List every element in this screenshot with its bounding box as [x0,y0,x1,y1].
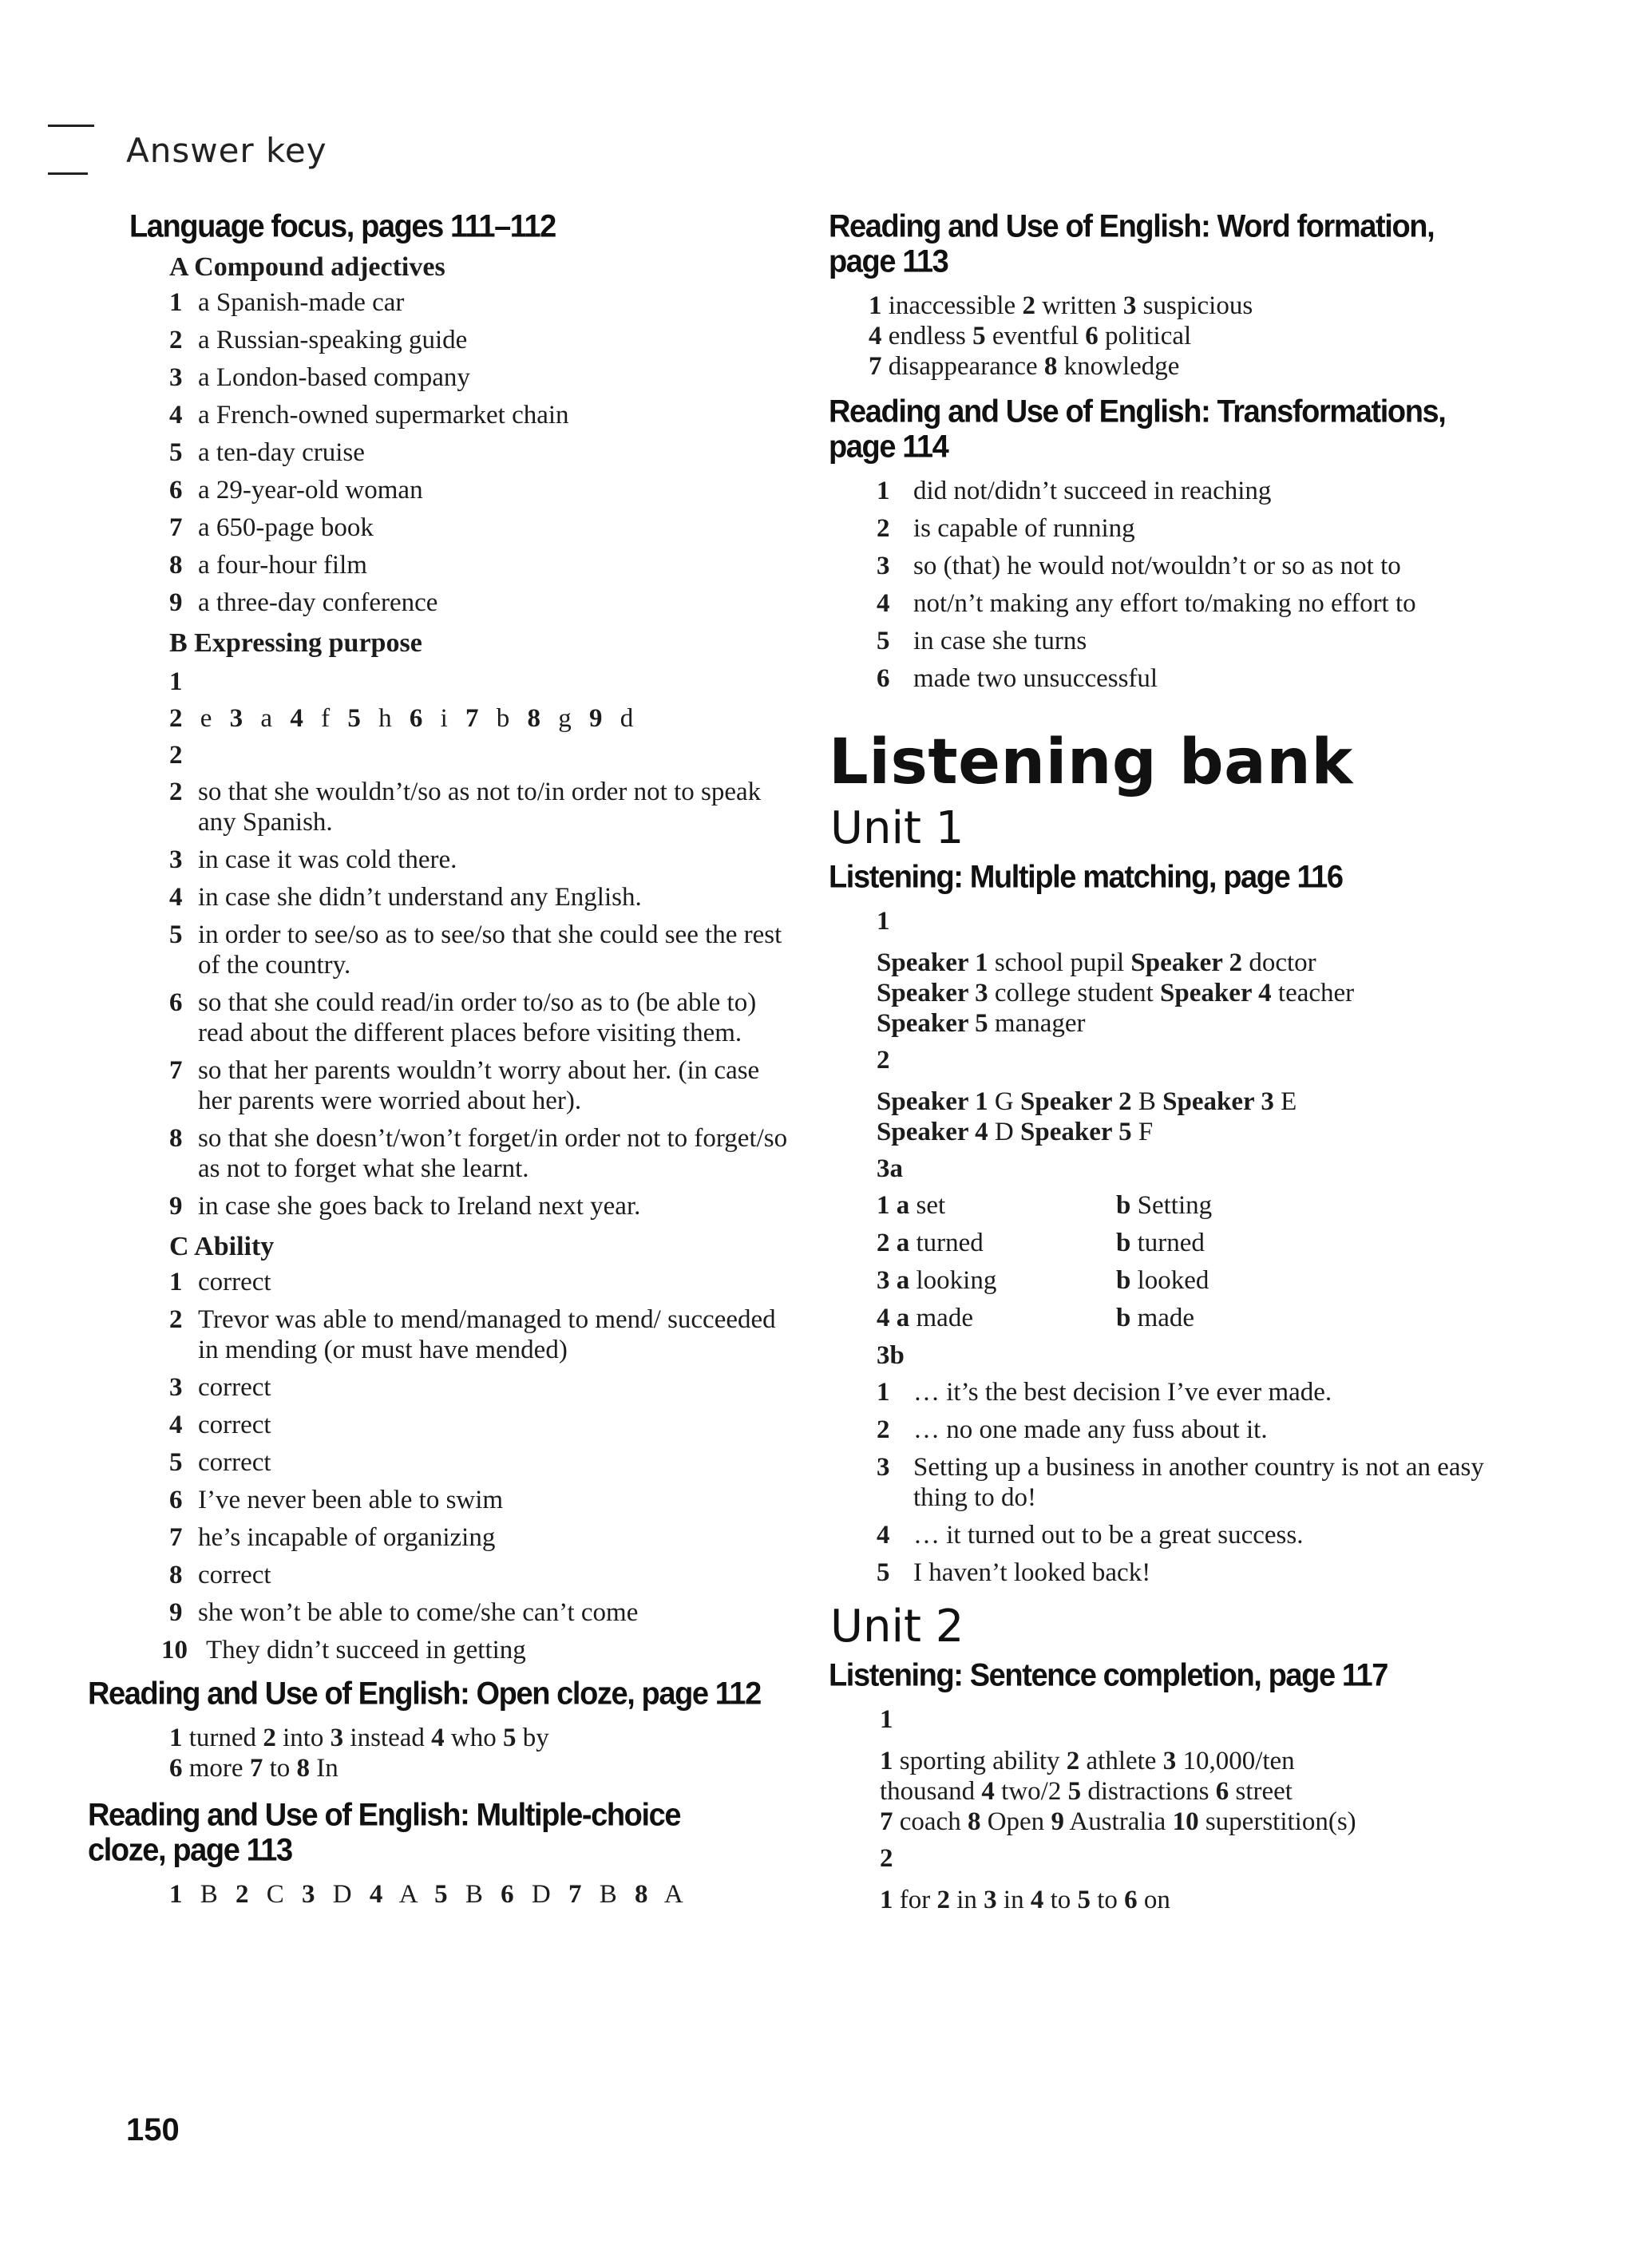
item-number: 1 [169,1268,183,1296]
u1-ex1-line-3: Speaker 5 manager [877,1009,1086,1038]
ability-list [129,1267,798,1665]
item-text: in case she turns [913,627,1087,655]
answer-item [169,1447,798,1478]
open-cloze-line-1: 1 turned 2 into 3 instead 4 who 5 by [169,1724,549,1752]
answer-item [169,1267,798,1297]
item-number: 5 [877,627,890,655]
answer-item [877,1452,1515,1513]
item-text: Setting up a business in another country is not an easy thing to do! [913,1453,1484,1512]
item-number: 8 [169,551,183,580]
u2-ex1-line-2: thousand 4 two/2 5 distractions 6 street [880,1777,1293,1806]
section-b-title: B Expressing purpose [169,628,422,658]
item-number: 3 [169,363,183,392]
item-number: 6 [877,664,890,693]
item-number: 6 [169,988,183,1017]
answer-item [169,1410,798,1440]
answer-item [169,1191,798,1221]
item-text: I’ve never been able to swim [198,1486,504,1514]
answer-item [877,1415,1515,1445]
item-text: They didn’t succeed in getting [206,1636,526,1664]
transformations-heading-line-2: page 114 [829,429,948,465]
item-number: 4 [169,883,183,912]
running-head: Answer key [126,131,327,170]
item-text: made two unsuccessful [913,664,1158,693]
item-text: I haven’t looked back! [913,1558,1151,1587]
item-text: in case she goes back to Ireland next year. [198,1192,641,1221]
u1-ex3b-list [829,1377,1515,1588]
u2-ex1-label: 1 [880,1705,893,1734]
answer-item [877,626,1515,656]
item-text: correct [198,1448,271,1477]
u1-ex2-line-2: Speaker 4 D Speaker 5 F [877,1118,1154,1146]
item-text: correct [198,1268,271,1296]
u1-ex2-label: 2 [877,1046,890,1075]
answer-item [169,588,798,618]
answer-item [877,1558,1515,1588]
item-text: … no one made any fuss about it. [913,1415,1268,1444]
ab-row-b: b looked [1116,1266,1209,1295]
u1-ex2-line-1: Speaker 1 G Speaker 2 B Speaker 3 E [877,1087,1297,1116]
left-column [88,208,798,1916]
item-number: 1 [877,1378,890,1407]
item-number: 1 [169,288,183,317]
u1-ex3a-label: 3a [877,1154,903,1183]
open-cloze-heading: Reading and Use of English: Open cloze, page 112 [88,1676,761,1712]
mc-cloze-heading-line-1: Reading and Use of English: Multiple-choice [88,1797,681,1834]
ab-row-b: b made [1116,1304,1195,1332]
item-text: a 650-page book [198,513,374,542]
unit-2-title: Unit 2 [830,1601,964,1653]
u1-ex1-line-2: Speaker 3 college student Speaker 4 teacher [877,979,1355,1007]
item-number: 4 [877,589,890,618]
ab-row-a: 1 a set [877,1191,946,1220]
item-text: a London-based company [198,363,470,392]
item-text: so that she doesn’t/won’t forget/in order not to forget/so as not to forget what she learnt. [198,1124,788,1183]
item-number: 9 [169,588,183,617]
ab-row-a: 2 a turned [877,1229,984,1257]
ab-row [877,1303,1515,1333]
ab-row-a: 3 a looking [877,1266,997,1295]
ab-row [877,1265,1515,1296]
answer-item [169,1560,798,1590]
item-text: so that her parents wouldn’t worry about her. (in case her parents were worried about her). [198,1056,760,1115]
answer-item [169,400,798,430]
unit-1-title: Unit 1 [830,802,964,854]
expressing-purpose-list [129,777,798,1221]
answer-item [169,1304,798,1365]
item-text: a French-owned supermarket chain [198,401,569,429]
answer-item [877,513,1515,544]
answer-item [169,1597,798,1628]
header-rule-bottom [48,172,88,175]
item-number: 2 [877,514,890,543]
item-text: a four-hour film [198,551,367,580]
answer-item [169,513,798,543]
right-column [829,209,1515,1922]
word-formation-heading-line-1: Reading and Use of English: Word formation, [829,208,1435,245]
open-cloze-line-2: 6 more 7 to 8 In [169,1754,338,1783]
answer-item [169,362,798,393]
section-a-title: A Compound adjectives [169,252,445,282]
answer-item [169,1485,798,1515]
item-text: he’s incapable of organizing [198,1523,496,1552]
item-number: 4 [877,1521,890,1550]
b-exercise-2-label: 2 [169,741,183,770]
item-text: correct [198,1411,271,1439]
page-number: 150 [126,2112,180,2147]
item-text: a ten-day cruise [198,438,365,467]
answer-item [169,988,798,1048]
item-text: correct [198,1373,271,1402]
answer-item [169,1522,798,1553]
b-exercise-1-label: 1 [169,667,183,696]
item-text: she won’t be able to come/she can’t come [198,1598,639,1627]
u2-ex1-line-3: 7 coach 8 Open 9 Australia 10 superstition(s) [880,1807,1356,1836]
word-formation-heading-line-2: page 113 [829,243,948,280]
answer-item [169,1123,798,1184]
item-number: 10 [161,1636,188,1664]
answer-item [877,588,1515,619]
ab-row-a: 4 a made [877,1304,973,1332]
answer-item [169,845,798,875]
item-number: 8 [169,1561,183,1589]
unit-2-heading: Listening: Sentence completion, page 117 [829,1657,1388,1694]
item-text: so (that) he would not/wouldn’t or so as not to [913,552,1401,580]
item-number: 7 [169,1056,183,1085]
compound-adjectives-list [129,287,798,618]
item-number: 1 [877,477,890,505]
answer-item [877,551,1515,581]
item-number: 7 [169,513,183,542]
item-text: a Russian-speaking guide [198,326,468,354]
answer-item [877,476,1515,506]
item-number: 3 [877,1453,890,1482]
item-number: 5 [169,920,183,949]
item-text: did not/didn’t succeed in reaching [913,477,1272,505]
item-text: so that she could read/in order to/so as to (be able to) read about the different places before visiting them. [198,988,757,1047]
answer-item [169,1372,798,1403]
answer-item [169,882,798,912]
mc-cloze-answers: 1 B 2 C 3 D 4 A 5 B 6 D 7 B 8 A [169,1880,686,1909]
transformations-heading-line-1: Reading and Use of English: Transformations, [829,394,1446,430]
answer-item [169,325,798,355]
answer-item [169,287,798,318]
item-text: … it’s the best decision I’ve ever made. [913,1378,1332,1407]
item-text: not/n’t making any effort to/making no effort to [913,589,1416,618]
item-text: a Spanish-made car [198,288,405,317]
answer-item [877,1377,1515,1407]
item-number: 6 [169,476,183,505]
item-number: 5 [169,438,183,467]
item-text: … it turned out to be a great success. [913,1521,1304,1550]
item-number: 2 [169,778,183,806]
answer-item [169,550,798,580]
answer-item [161,1635,798,1665]
ab-row [877,1228,1515,1258]
b-exercise-1-answers: 2 e 3 a 4 f 5 h 6 i 7 b 8 g 9 d [169,704,636,733]
item-number: 6 [169,1486,183,1514]
answer-item [877,663,1515,694]
item-text: in case it was cold there. [198,845,457,874]
item-number: 2 [169,326,183,354]
item-number: 4 [169,1411,183,1439]
transformations-list [829,476,1515,694]
mc-cloze-heading-line-2: cloze, page 113 [88,1832,292,1869]
item-number: 7 [169,1523,183,1552]
item-text: a 29-year-old woman [198,476,423,505]
u1-ex1-label: 1 [877,907,890,936]
language-focus-heading: Language focus, pages 111–112 [129,208,556,245]
u1-ex1-line-1: Speaker 1 school pupil Speaker 2 doctor [877,948,1316,977]
item-number: 9 [169,1598,183,1627]
answer-item [169,777,798,837]
listening-bank-title: Listening bank [829,726,1353,798]
u2-ex2-line: 1 for 2 in 3 in 4 to 5 to 6 on [880,1886,1170,1914]
item-number: 3 [169,1373,183,1402]
ab-row-b: b turned [1116,1229,1205,1257]
u1-ex3a-rows [829,1190,1515,1333]
item-number: 3 [169,845,183,874]
item-number: 2 [169,1305,183,1334]
u2-ex1-line-1: 1 sporting ability 2 athlete 3 10,000/ten [880,1747,1295,1775]
u2-ex2-label: 2 [880,1844,893,1873]
item-number: 5 [169,1448,183,1477]
answer-item [169,1055,798,1116]
answer-item [169,475,798,505]
ab-row [877,1190,1515,1221]
answer-item [169,920,798,980]
ab-row-b: b Setting [1116,1191,1213,1220]
answer-item [877,1520,1515,1550]
word-formation-line-2: 4 endless 5 eventful 6 political [869,322,1192,350]
item-number: 2 [877,1415,890,1444]
section-c-title: C Ability [169,1232,275,1261]
item-text: Trevor was able to mend/managed to mend/ succeeded in mending (or must have mended) [198,1305,776,1364]
item-number: 9 [169,1192,183,1221]
item-text: in case she didn’t understand any English. [198,883,642,912]
item-number: 8 [169,1124,183,1153]
item-number: 3 [877,552,890,580]
item-text: is capable of running [913,514,1135,543]
item-number: 4 [169,401,183,429]
header-rule-top [48,125,94,127]
item-text: in order to see/so as to see/so that she could see the rest of the country. [198,920,782,980]
item-text: a three-day conference [198,588,438,617]
word-formation-line-3: 7 disappearance 8 knowledge [869,352,1180,381]
item-text: correct [198,1561,271,1589]
item-text: so that she wouldn’t/so as not to/in order not to speak any Spanish. [198,778,762,837]
item-number: 5 [877,1558,890,1587]
word-formation-line-1: 1 inaccessible 2 written 3 suspicious [869,291,1253,320]
unit-1-heading: Listening: Multiple matching, page 116 [829,859,1343,896]
answer-item [169,437,798,468]
u1-ex3b-label: 3b [877,1341,905,1370]
